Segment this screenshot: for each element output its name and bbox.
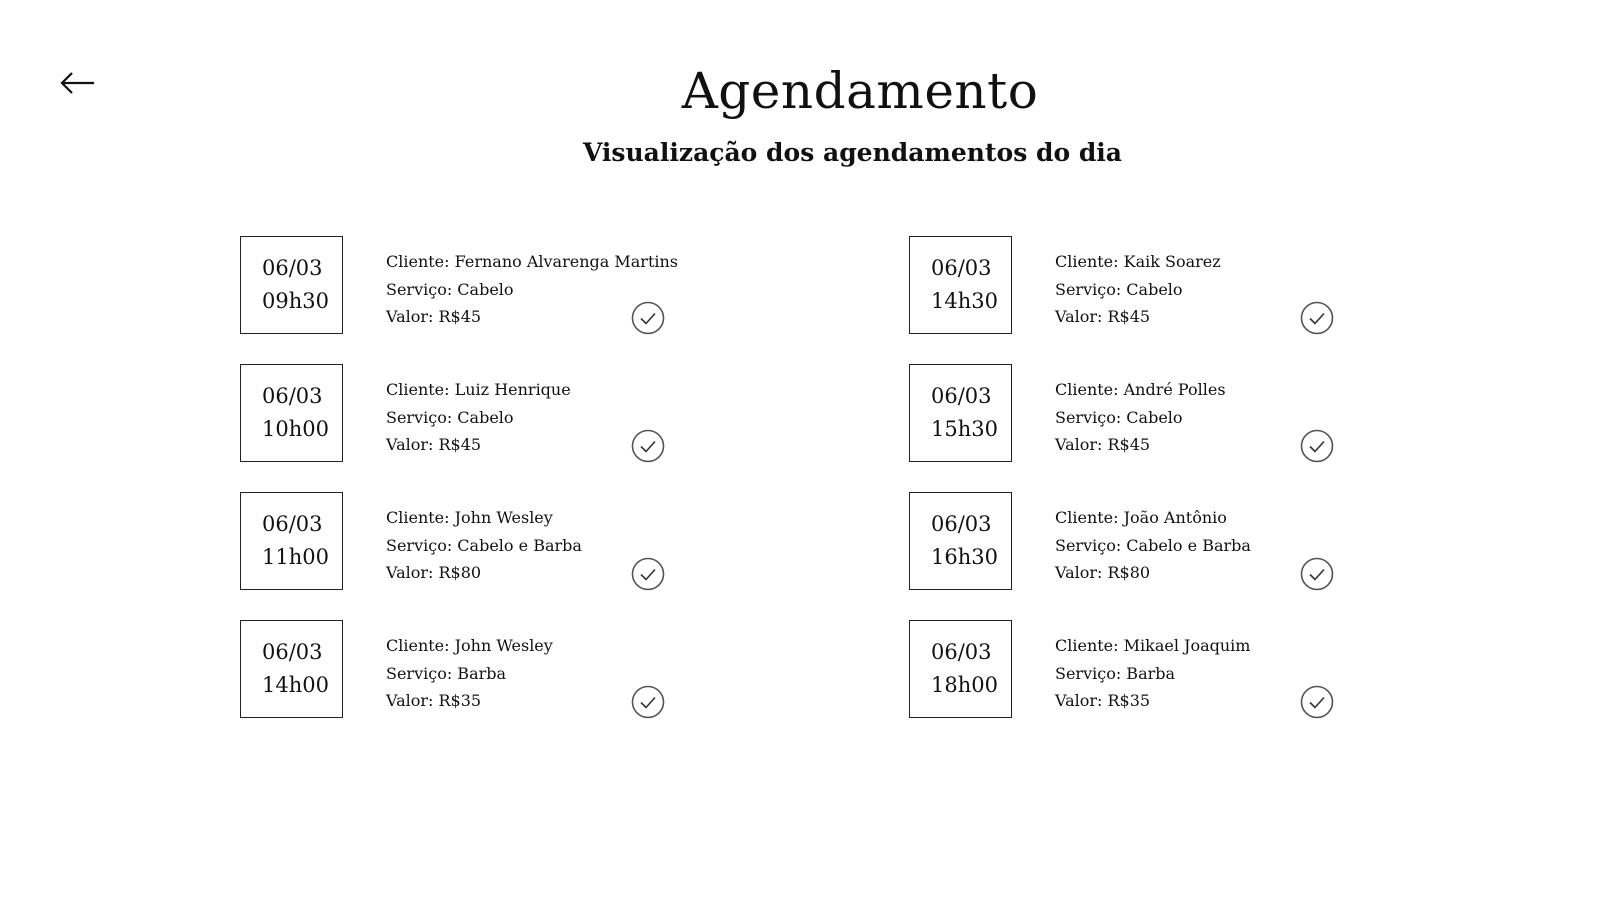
confirm-appointment-button[interactable]: [631, 685, 665, 719]
appointment-value: Valor: R$80: [1055, 563, 1151, 582]
appointment-date: 06/03: [931, 256, 992, 280]
appointment-datetime-box: [240, 492, 343, 590]
appointment-value: Valor: R$35: [386, 691, 482, 710]
appointment-client: Cliente: John Wesley: [386, 508, 553, 527]
appointment-client: Cliente: Luiz Henrique: [386, 380, 571, 399]
appointment-time: 16h30: [931, 545, 998, 569]
appointment-details: [386, 632, 553, 715]
check-circle-icon: [631, 429, 665, 463]
appointment-time: 18h00: [931, 673, 998, 697]
appointment-time: 15h30: [931, 417, 998, 441]
confirm-appointment-button[interactable]: [631, 301, 665, 335]
appointment-card: [240, 492, 680, 590]
appointment-details: [1055, 248, 1221, 331]
confirm-appointment-button[interactable]: [1300, 429, 1334, 463]
appointment-value: Valor: R$45: [1055, 307, 1151, 326]
appointment-value: Valor: R$45: [386, 435, 482, 454]
confirm-appointment-button[interactable]: [1300, 685, 1334, 719]
appointments-column-right: [909, 236, 1349, 748]
appointment-client: Cliente: João Antônio: [1055, 508, 1227, 527]
appointment-card: [240, 364, 680, 462]
appointment-details: [386, 504, 582, 587]
appointment-service: Serviço: Cabelo: [386, 279, 514, 299]
appointment-service: Serviço: Cabelo e Barba: [386, 535, 582, 555]
appointment-card: [240, 620, 680, 718]
check-circle-icon: [1300, 685, 1334, 719]
appointment-value: Valor: R$45: [386, 307, 482, 326]
check-circle-icon: [631, 685, 665, 719]
appointment-service: Serviço: Cabelo e Barba: [1055, 535, 1251, 555]
appointment-date: 06/03: [931, 384, 992, 408]
appointment-details: [1055, 376, 1226, 459]
appointment-card: [909, 620, 1349, 718]
appointment-datetime-box: [909, 364, 1012, 462]
appointment-time: 14h00: [262, 673, 329, 697]
appointment-time: 14h30: [931, 289, 998, 313]
appointment-card: [909, 364, 1349, 462]
appointment-client: Cliente: Kaik Soarez: [1055, 252, 1221, 271]
appointment-service: Serviço: Barba: [386, 663, 507, 683]
appointment-card: [909, 492, 1349, 590]
check-circle-icon: [1300, 301, 1334, 335]
appointment-card: [909, 236, 1349, 334]
appointment-datetime-box: [909, 236, 1012, 334]
page-subtitle: Visualização dos agendamentos do dia: [582, 138, 1123, 167]
check-circle-icon: [631, 557, 665, 591]
appointment-service: Serviço: Cabelo: [1055, 279, 1183, 299]
appointment-datetime-box: [240, 620, 343, 718]
appointments-column-left: [240, 236, 680, 748]
appointment-details: [386, 376, 571, 459]
appointment-date: 06/03: [262, 256, 323, 280]
confirm-appointment-button[interactable]: [631, 429, 665, 463]
appointment-service: Serviço: Barba: [1055, 663, 1176, 683]
page-title: Agendamento: [681, 62, 1039, 120]
appointment-time: 09h30: [262, 289, 329, 313]
appointment-details: [1055, 504, 1251, 587]
appointment-client: Cliente: Fernano Alvarenga Martins: [386, 252, 679, 271]
appointment-datetime-box: [240, 236, 343, 334]
appointment-client: Cliente: Mikael Joaquim: [1055, 636, 1251, 655]
appointment-date: 06/03: [262, 384, 323, 408]
appointment-datetime-box: [240, 364, 343, 462]
confirm-appointment-button[interactable]: [631, 557, 665, 591]
appointment-service: Serviço: Cabelo: [1055, 407, 1183, 427]
check-circle-icon: [1300, 429, 1334, 463]
appointment-value: Valor: R$80: [386, 563, 482, 582]
appointment-service: Serviço: Cabelo: [386, 407, 514, 427]
appointment-details: [1055, 632, 1250, 715]
appointment-card: [240, 236, 680, 334]
confirm-appointment-button[interactable]: [1300, 557, 1334, 591]
appointment-client: Cliente: André Polles: [1055, 380, 1226, 399]
check-circle-icon: [1300, 557, 1334, 591]
appointment-datetime-box: [909, 620, 1012, 718]
appointment-value: Valor: R$35: [1055, 691, 1151, 710]
appointment-date: 06/03: [262, 640, 323, 664]
appointment-datetime-box: [909, 492, 1012, 590]
appointment-date: 06/03: [931, 512, 992, 536]
appointment-value: Valor: R$45: [1055, 435, 1151, 454]
appointment-time: 10h00: [262, 417, 329, 441]
check-circle-icon: [631, 301, 665, 335]
appointment-client: Cliente: John Wesley: [386, 636, 553, 655]
appointment-date: 06/03: [931, 640, 992, 664]
appointment-time: 11h00: [262, 545, 329, 569]
appointment-date: 06/03: [262, 512, 323, 536]
confirm-appointment-button[interactable]: [1300, 301, 1334, 335]
